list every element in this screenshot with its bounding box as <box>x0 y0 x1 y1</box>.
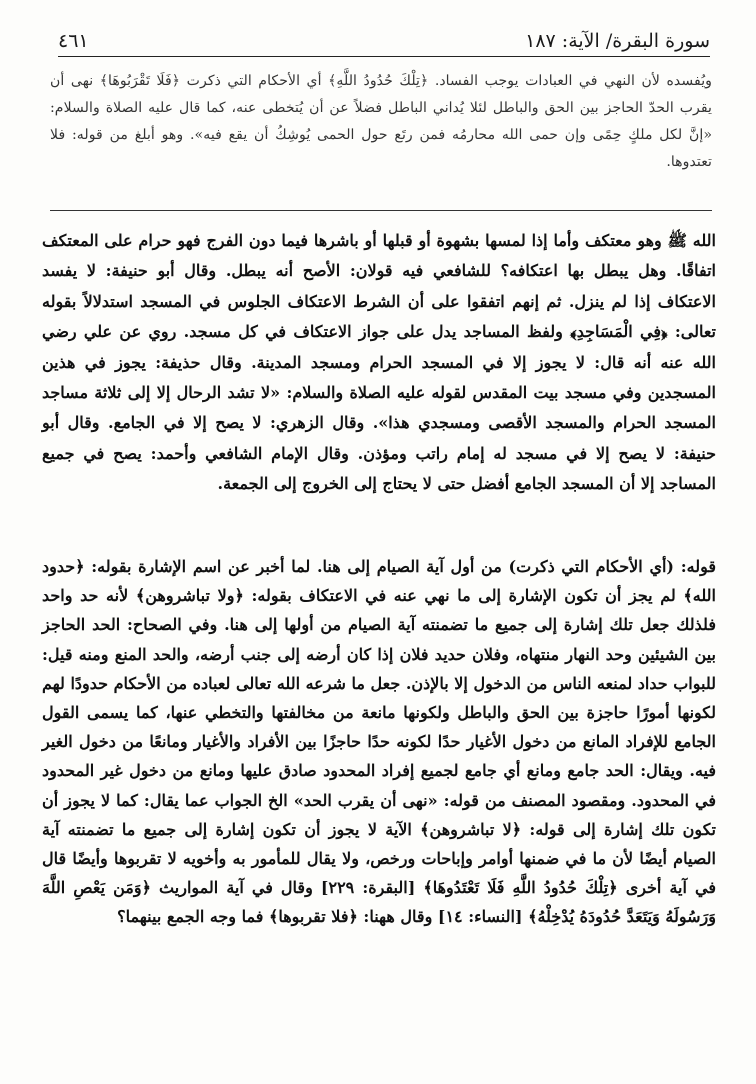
commentary-block-2 <box>42 552 716 932</box>
commentary-block-1 <box>42 226 716 500</box>
commentary-paragraph-2 <box>42 552 716 932</box>
section-divider <box>50 210 712 211</box>
page-header <box>58 26 710 57</box>
matn-text-block <box>50 68 712 176</box>
matn-paragraph: ويُفسده لأن النهي في العبادات يوجب الفساد. ﴿تِلْكَ حُدُودُ اللَّهِ﴾ أي الأحكام التي ذكرت ﴿فَلَا تَقْرَبُوهَا﴾ نهى أن يقرب الحدّ الحاجز بين الحق والباطل لئلا يُداني الباطل فضلاً عن أن يُتخطى عنه، كما قال عليه الصلاة والسلام: «إنَّ لكل ملكٍ حِمًى وإن حمى الله محارمُه فمن رتَع حول الحمى يُوشِكُ أن يقع فيه». وهو أبلغ من قوله: فلا تعتدوها. <box>50 73 712 170</box>
page-number: ٤٦١ <box>58 30 89 52</box>
commentary-paragraph-1: الله ﷺ وهو معتكف وأما إذا لمسها بشهوة أو قبلها أو باشرها فيما دون الفرج فهو حرام على المعتكف اتفاقًا. وهل يبطل بها اعتكافه؟ للشافعي فيه قولان: الأصح أنه يبطل. وقال أبو حنيفة: لا يفسد الاعتكاف إذا لم ينزل. ثم إنهم اتفقوا على أن الشرط الاعتكاف الجلوس في المسجد استدلالاً بقوله تعالى: ﴿فِي الْمَسَاجِدِ﴾ ولفظ المساجد يدل على جواز الاعتكاف في كل مسجد. روي عن علي رضي الله عنه أنه قال: لا يجوز إلا في المسجد الحرام ومسجد المدينة. وقال حذيفة: يجوز في هذين المسجدين وفي مسجد بيت المقدس لقوله عليه الصلاة والسلام: «لا تشد الرحال إلا إلى ثلاثة مساجد المسجد الحرام والمسجد الأقصى ومسجدي هذا». وقال الزهري: لا يصح إلا في الجامع. وقال أبو حنيفة: لا يصح إلا في مسجد له إمام راتب ومؤذن. وقال الإمام الشافعي وأحمد: يصح في جميع المساجد إلا أن المسجد الجامع أفضل حتى لا يحتاج إلى الخروج إلى الجمعة. <box>42 231 717 494</box>
running-title: سورة البقرة/ الآية: ١٨٧ <box>525 30 710 52</box>
commentary-lead-word: قوله: <box>680 557 716 576</box>
commentary-paragraph-2-text: (أي الأحكام التي ذكرت) من أول آية الصيام إلى هنا. لما أخبر عن اسم الإشارة بقوله: ﴿حدود الله﴾ لم يجز أن تكون الإشارة إلى ما نهي عنه في الاعتكاف بقوله: ﴿ولا تباشروهن﴾ لأنه حد واحد فلذلك جعل تلك إشارة إلى جميع ما تضمنته آية الصيام من أولها إلى هنا. وفي الصحاح: الحد الحاجز بين الشيئين وحد النهار منتهاه، وفلان حديد فلان إذا كان أرضه إلى جنب أرضه، والحد المنع ومنه قيل: للبواب حداد لمنعه الناس من الدخول إلا بالإذن. جعل ما شرعه الله تعالى لعباده من الأحكام حدودًا لهم لكونها أمورًا حاجزة بين الحق والباطل ولكونها مانعة من مخالفتها والتخطي عنها، كما يسمى القول الجامع للإفراد المانع من دخول الأغيار حدًا لكونه حدًا حاجزًا بين الأفراد والأغيار ومانعًا من دخول الغير فيه. ويقال: الحد جامع ومانع أي جامع لجميع إفراد المحدود صادق عليها ومانع من دخول غير المحدود في المحدود. ومقصود المصنف من قوله: «نهى أن يقرب الحد» الخ الجواب عما يقال: كما لا يجوز أن تكون تلك إشارة إلى قوله: ﴿لا تباشروهن﴾ الآية لا يجوز أن تكون إشارة إلى جميع ما تضمنته آية الصيام أيضًا لأن ما في ضمنها أوامر وإباحات ورخص، ولا يقال للمأمور به وأخويه لا تقربوها وأيضًا قال في آية أخرى ﴿تِلْكَ حُدُودُ اللَّهِ فَلَا تَعْتَدُوهَا﴾ [البقرة: ٢٢٩] وقال في آية المواريث ﴿وَمَن يَعْصِ اللَّهَ وَرَسُولَهُ وَيَتَعَدَّ حُدُودَهُ يُدْخِلْهُ﴾ [النساء: ١٤] وقال ههنا: ﴿فلا تقربوها﴾ فما وجه الجمع بينهما؟ <box>42 557 717 927</box>
